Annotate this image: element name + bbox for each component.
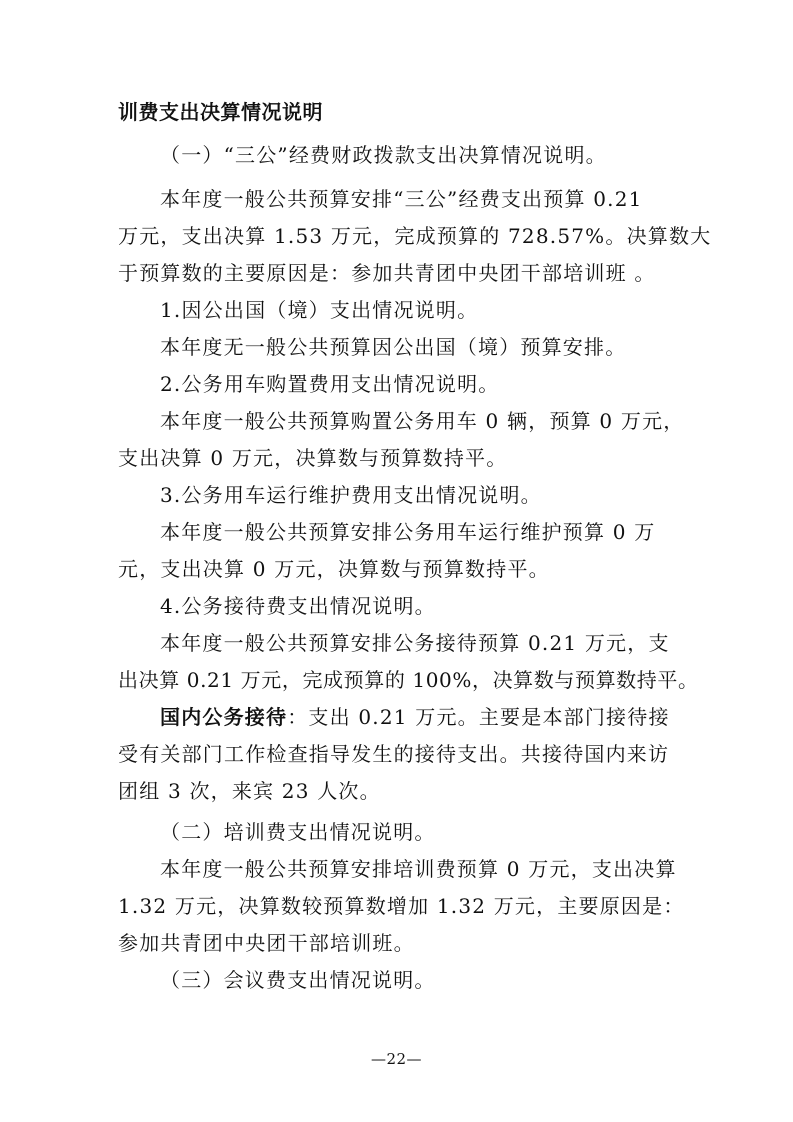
paragraph-line: 本年度一般公共预算安排培训费预算 0 万元，支出决算 <box>160 857 677 881</box>
page-number: —22— <box>370 1050 423 1068</box>
paragraph-line: 本年度一般公共预算购置公务用车 0 辆，预算 0 万元， <box>160 409 685 433</box>
paragraph-line: 本年度一般公共预算安排“三公”经费支出预算 0.21 <box>160 187 643 211</box>
paragraph-line: （三）会议费支出情况说明。 <box>160 968 436 992</box>
paragraph-line: 1.因公出国（境）支出情况说明。 <box>160 298 479 322</box>
paragraph-line: 万元，支出决算 1.53 万元，完成预算的 728.57%。决算数大 <box>118 224 712 248</box>
paragraph-line: 于预算数的主要原因是：参加共青团中央团干部培训班 。 <box>118 261 656 285</box>
domestic-reception-label: 国内公务接待 <box>160 705 288 729</box>
paragraph-line: 参加共青团中央团干部培训班。 <box>118 931 415 955</box>
paragraph-line: （一）“三公”经费财政拨款支出决算情况说明。 <box>160 143 607 167</box>
paragraph-line: 本年度一般公共预算安排公务接待预算 0.21 万元，支 <box>160 631 670 655</box>
paragraph-line: 1.32 万元，决算数较预算数增加 1.32 万元，主要原因是： <box>118 894 685 918</box>
paragraph-line: 元，支出决算 0 万元，决算数与预算数持平。 <box>118 557 550 581</box>
section-heading: 训费支出决算情况说明 <box>118 100 323 124</box>
paragraph-line: 出决算 0.21 万元，完成预算的 100%，决算数与预算数持平。 <box>118 668 699 692</box>
paragraph-line: 本年度一般公共预算安排公务用车运行维护预算 0 万 <box>160 520 656 544</box>
domestic-reception-text: ：支出 0.21 万元。主要是本部门接待接 <box>287 705 670 729</box>
paragraph-line: 团组 3 次，来宾 23 人次。 <box>118 779 381 803</box>
paragraph-line <box>160 703 670 731</box>
paragraph-line: 4.公务接待费支出情况说明。 <box>160 594 436 618</box>
paragraph-line: 3.公务用车运行维护费用支出情况说明。 <box>160 483 542 507</box>
paragraph-line: 支出决算 0 万元，决算数与预算数持平。 <box>118 446 508 470</box>
paragraph-line: 本年度无一般公共预算因公出国（境）预算安排。 <box>160 335 627 359</box>
paragraph-line: （二）培训费支出情况说明。 <box>160 820 436 844</box>
paragraph-line: 受有关部门工作检查指导发生的接待支出。共接待国内来访 <box>118 742 670 766</box>
paragraph-line: 2.公务用车购置费用支出情况说明。 <box>160 372 500 396</box>
